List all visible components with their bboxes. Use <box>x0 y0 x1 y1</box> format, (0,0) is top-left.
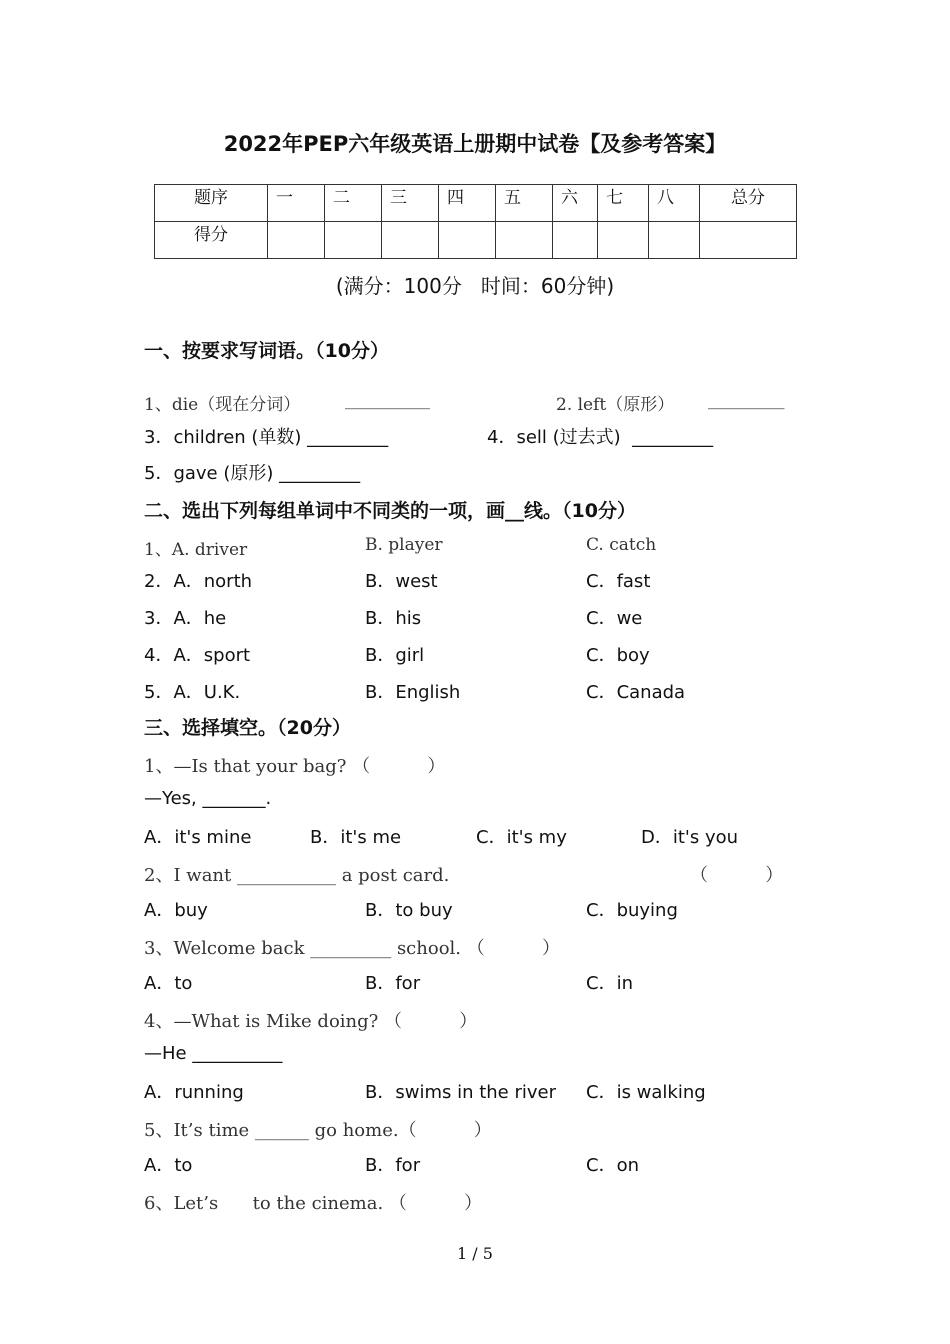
s2-row4-a: 4．A．sport <box>144 645 251 666</box>
s3-q5-option-b: B．for <box>365 1155 421 1176</box>
s1-q3: 3．children (单数) _________ <box>144 427 389 448</box>
section2-heading: 二、选出下列每组单词中不同类的一项，画__线。（10分） <box>144 500 636 522</box>
s3-q4: 4、—What is Mike doing? （ ） <box>144 1011 478 1032</box>
s2-row1-a: 1、A. driver <box>144 540 248 560</box>
score-cell[interactable] <box>439 222 496 259</box>
s3-q5-option-c: C．on <box>586 1155 639 1176</box>
s3-q2-option-b: B．to buy <box>365 900 453 921</box>
score-cell[interactable] <box>382 222 439 259</box>
s2-row2-b: B．west <box>365 571 438 592</box>
s3-q2-option-a: A．buy <box>144 900 208 921</box>
s2-row5-b: B．English <box>365 682 461 703</box>
s2-row2-a: 2．A．north <box>144 571 253 592</box>
s3-q5: 5、It’s time ______ go home.（ ） <box>144 1120 492 1141</box>
s3-q2-option-c: C．buying <box>586 900 678 921</box>
score-header-cell: 六 <box>553 185 598 222</box>
s3-q1-option-c: C．it's my <box>476 827 567 848</box>
s2-row4-c: C．boy <box>586 645 650 666</box>
s3-q3-option-a: A．to <box>144 973 193 994</box>
score-header-cell: 二 <box>325 185 382 222</box>
page-number: 1 / 5 <box>457 1244 493 1263</box>
score-cell[interactable] <box>598 222 649 259</box>
score-cell[interactable] <box>496 222 553 259</box>
s2-row4-b: B．girl <box>365 645 425 666</box>
score-table-score-row <box>155 222 797 259</box>
page-title: 2022年PEP六年级英语上册期中试卷【及参考答案】 <box>223 132 727 156</box>
s2-row5-c: C．Canada <box>586 682 686 703</box>
score-row-label: 得分 <box>155 222 268 259</box>
score-cell[interactable] <box>268 222 325 259</box>
score-cell[interactable] <box>325 222 382 259</box>
score-header-cell: 总分 <box>700 185 797 222</box>
score-header-cell: 八 <box>649 185 700 222</box>
s2-row2-c: C．fast <box>586 571 651 592</box>
s2-row1-b: B. player <box>365 535 443 555</box>
score-header-cell: 三 <box>382 185 439 222</box>
s3-q4-option-b: B．swims in the river <box>365 1082 557 1103</box>
score-header-cell: 一 <box>268 185 325 222</box>
s1-q2: 2. left（原形） <box>556 395 675 415</box>
s1-q5: 5．gave (原形) _________ <box>144 463 361 484</box>
s3-q1-line2: —Yes, _______. <box>144 788 272 809</box>
s3-q4-option-a: A．running <box>144 1082 244 1103</box>
score-header-cell: 五 <box>496 185 553 222</box>
score-table <box>154 184 797 259</box>
s3-q4-line2: —He __________ <box>144 1043 283 1064</box>
s2-row3-b: B．his <box>365 608 422 629</box>
score-cell[interactable] <box>649 222 700 259</box>
score-header-cell: 四 <box>439 185 496 222</box>
full-marks-note: (满分：100分 时间：60分钟) <box>335 274 615 298</box>
score-header-cell: 题序 <box>155 185 268 222</box>
s1-q1-blank[interactable]: __________ <box>345 390 430 410</box>
s3-q6: 6、Let’s to the cinema. （ ） <box>144 1193 483 1214</box>
s3-q3: 3、Welcome back _________ school. （ ） <box>144 938 560 959</box>
score-cell[interactable] <box>700 222 797 259</box>
s3-q2: 2、I want ___________ a post card. <box>144 865 450 886</box>
s2-row3-a: 3．A．he <box>144 608 227 629</box>
section3-heading: 三、选择填空。（20分） <box>144 717 351 739</box>
s3-q3-option-c: C．in <box>586 973 633 994</box>
s3-q3-option-b: B．for <box>365 973 421 994</box>
s2-row3-c: C．we <box>586 608 643 629</box>
s1-q4: 4．sell (过去式) _________ <box>487 427 714 448</box>
s3-q4-option-c: C．is walking <box>586 1082 706 1103</box>
score-table-header-row <box>155 185 797 222</box>
s3-q1: 1、—Is that your bag? （ ） <box>144 756 446 777</box>
s1-q1: 1、die（现在分词） <box>144 395 301 415</box>
s1-q2-blank[interactable]: _________ <box>708 390 785 410</box>
s3-q2-paren: （ ） <box>690 865 784 886</box>
s2-row5-a: 5．A．U.K. <box>144 682 241 703</box>
s3-q1-option-d: D．it's you <box>641 827 739 848</box>
score-header-cell: 七 <box>598 185 649 222</box>
s3-q1-option-a: A．it's mine <box>144 827 252 848</box>
s3-q1-option-b: B．it's me <box>310 827 402 848</box>
section1-heading: 一、按要求写词语。（10分） <box>144 340 389 362</box>
s3-q5-option-a: A．to <box>144 1155 193 1176</box>
s2-row1-c: C. catch <box>586 535 657 555</box>
score-cell[interactable] <box>553 222 598 259</box>
